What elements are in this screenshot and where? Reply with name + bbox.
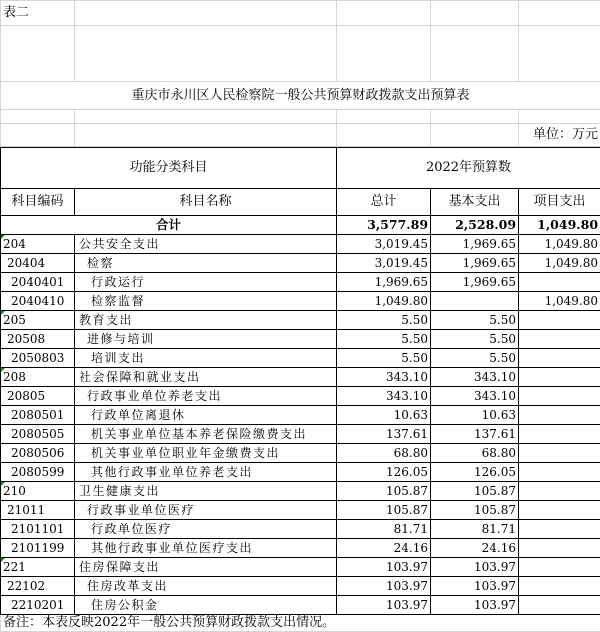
row-total: 3,019.45 bbox=[337, 235, 431, 254]
row-code: 22102 bbox=[1, 577, 75, 596]
row-total: 105.87 bbox=[337, 482, 431, 501]
row-total: 137.61 bbox=[337, 425, 431, 444]
row-project: 1,049.80 bbox=[519, 254, 600, 273]
row-basic: 81.71 bbox=[431, 520, 519, 539]
row-basic: 1,969.65 bbox=[431, 273, 519, 292]
row-code: 221 bbox=[1, 558, 75, 577]
row-code: 20404 bbox=[1, 254, 75, 273]
table-row bbox=[1, 463, 600, 482]
header-basic: 基本支出 bbox=[431, 189, 519, 216]
row-code: 208 bbox=[1, 368, 75, 387]
row-basic: 5.50 bbox=[431, 330, 519, 349]
row-project bbox=[519, 406, 600, 425]
row-total: 81.71 bbox=[337, 520, 431, 539]
row-code: 204 bbox=[1, 235, 75, 254]
row-total: 5.50 bbox=[337, 311, 431, 330]
row-total: 10.63 bbox=[337, 406, 431, 425]
row-code: 210 bbox=[1, 482, 75, 501]
row-project bbox=[519, 577, 600, 596]
row-total: 103.97 bbox=[337, 558, 431, 577]
total-project: 1,049.80 bbox=[519, 216, 600, 235]
budget-table bbox=[0, 147, 600, 615]
row-name: 社会保障和就业支出 bbox=[75, 368, 337, 387]
row-project bbox=[519, 387, 600, 406]
row-project bbox=[519, 539, 600, 558]
row-code: 2080505 bbox=[1, 425, 75, 444]
header-code: 科目编码 bbox=[1, 189, 75, 216]
row-basic: 10.63 bbox=[431, 406, 519, 425]
row-total: 343.10 bbox=[337, 387, 431, 406]
sheet-label: 表二 bbox=[1, 1, 75, 26]
row-code: 2101199 bbox=[1, 539, 75, 558]
page-title: 重庆市永川区人民检察院一般公共预算财政拨款支出预算表 bbox=[1, 82, 600, 110]
table-row bbox=[1, 596, 600, 615]
row-code: 2050803 bbox=[1, 349, 75, 368]
row-code: 205 bbox=[1, 311, 75, 330]
row-total: 103.97 bbox=[337, 596, 431, 615]
table-row bbox=[1, 349, 600, 368]
row-project bbox=[519, 273, 600, 292]
row-basic: 68.80 bbox=[431, 444, 519, 463]
table-row bbox=[1, 425, 600, 444]
row-basic: 103.97 bbox=[431, 577, 519, 596]
row-code: 2040410 bbox=[1, 292, 75, 311]
table-body bbox=[1, 235, 600, 615]
row-name: 行政事业单位医疗 bbox=[75, 501, 337, 520]
header-project: 项目支出 bbox=[519, 189, 600, 216]
total-value: 3,577.89 bbox=[337, 216, 431, 235]
table-row bbox=[1, 368, 600, 387]
row-name: 住房改革支出 bbox=[75, 577, 337, 596]
row-code: 20805 bbox=[1, 387, 75, 406]
row-name: 行政运行 bbox=[75, 273, 337, 292]
row-name: 检察监督 bbox=[75, 292, 337, 311]
row-project: 1,049.80 bbox=[519, 292, 600, 311]
row-basic: 137.61 bbox=[431, 425, 519, 444]
row-project bbox=[519, 444, 600, 463]
row-basic: 5.50 bbox=[431, 311, 519, 330]
row-project bbox=[519, 596, 600, 615]
row-name: 行政事业单位养老支出 bbox=[75, 387, 337, 406]
row-project bbox=[519, 520, 600, 539]
table-row bbox=[1, 406, 600, 425]
row-project bbox=[519, 482, 600, 501]
row-total: 3,019.45 bbox=[337, 254, 431, 273]
table-row bbox=[1, 577, 600, 596]
row-name: 培训支出 bbox=[75, 349, 337, 368]
row-basic bbox=[431, 292, 519, 311]
table-row bbox=[1, 558, 600, 577]
row-total: 5.50 bbox=[337, 349, 431, 368]
header-total: 总计 bbox=[337, 189, 431, 216]
row-name: 机关事业单位基本养老保险缴费支出 bbox=[75, 425, 337, 444]
row-total: 103.97 bbox=[337, 577, 431, 596]
table-row bbox=[1, 520, 600, 539]
row-code: 2080599 bbox=[1, 463, 75, 482]
row-name: 卫生健康支出 bbox=[75, 482, 337, 501]
table-row bbox=[1, 444, 600, 463]
row-project bbox=[519, 368, 600, 387]
total-row bbox=[1, 216, 600, 235]
row-basic: 343.10 bbox=[431, 387, 519, 406]
table-row bbox=[1, 387, 600, 406]
table-row bbox=[1, 539, 600, 558]
table-row bbox=[1, 501, 600, 520]
row-total: 1,049.80 bbox=[337, 292, 431, 311]
row-total: 1,969.65 bbox=[337, 273, 431, 292]
row-code: 2210201 bbox=[1, 596, 75, 615]
row-total: 105.87 bbox=[337, 501, 431, 520]
table-row bbox=[1, 311, 600, 330]
row-total: 126.05 bbox=[337, 463, 431, 482]
row-name: 其他行政事业单位养老支出 bbox=[75, 463, 337, 482]
unit-label: 单位：万元 bbox=[519, 124, 600, 147]
row-code: 20508 bbox=[1, 330, 75, 349]
header-name: 科目名称 bbox=[75, 189, 337, 216]
sheet-header-area bbox=[0, 0, 600, 147]
row-project bbox=[519, 558, 600, 577]
row-basic: 5.50 bbox=[431, 349, 519, 368]
row-basic: 24.16 bbox=[431, 539, 519, 558]
row-name: 住房保障支出 bbox=[75, 558, 337, 577]
row-total: 68.80 bbox=[337, 444, 431, 463]
row-project bbox=[519, 349, 600, 368]
row-name: 教育支出 bbox=[75, 311, 337, 330]
row-basic: 103.97 bbox=[431, 558, 519, 577]
row-basic: 105.87 bbox=[431, 482, 519, 501]
header-func-class: 功能分类科目 bbox=[1, 148, 337, 189]
total-label: 合计 bbox=[1, 216, 337, 235]
row-code: 2080501 bbox=[1, 406, 75, 425]
row-name: 行政单位医疗 bbox=[75, 520, 337, 539]
row-name: 公共安全支出 bbox=[75, 235, 337, 254]
table-row bbox=[1, 292, 600, 311]
row-total: 343.10 bbox=[337, 368, 431, 387]
row-project bbox=[519, 425, 600, 444]
row-project: 1,049.80 bbox=[519, 235, 600, 254]
row-name: 行政单位离退休 bbox=[75, 406, 337, 425]
header-budget-year: 2022年预算数 bbox=[337, 148, 600, 189]
row-total: 24.16 bbox=[337, 539, 431, 558]
row-basic: 343.10 bbox=[431, 368, 519, 387]
row-project bbox=[519, 330, 600, 349]
row-name: 住房公积金 bbox=[75, 596, 337, 615]
row-code: 2040401 bbox=[1, 273, 75, 292]
row-name: 检察 bbox=[75, 254, 337, 273]
row-basic: 103.97 bbox=[431, 596, 519, 615]
table-row bbox=[1, 482, 600, 501]
row-code: 2101101 bbox=[1, 520, 75, 539]
row-total: 5.50 bbox=[337, 330, 431, 349]
table-row bbox=[1, 235, 600, 254]
table-row bbox=[1, 254, 600, 273]
row-name: 机关事业单位职业年金缴费支出 bbox=[75, 444, 337, 463]
row-project bbox=[519, 311, 600, 330]
row-basic: 1,969.65 bbox=[431, 254, 519, 273]
row-name: 其他行政事业单位医疗支出 bbox=[75, 539, 337, 558]
row-basic: 126.05 bbox=[431, 463, 519, 482]
note-area bbox=[0, 615, 600, 632]
row-code: 2080506 bbox=[1, 444, 75, 463]
table-row bbox=[1, 273, 600, 292]
row-basic: 105.87 bbox=[431, 501, 519, 520]
row-project bbox=[519, 501, 600, 520]
total-basic: 2,528.09 bbox=[431, 216, 519, 235]
row-project bbox=[519, 463, 600, 482]
footnote: 备注：本表反映2022年一般公共预算财政拨款支出情况。 bbox=[1, 615, 600, 632]
row-code: 21011 bbox=[1, 501, 75, 520]
table-row bbox=[1, 330, 600, 349]
row-name: 进修与培训 bbox=[75, 330, 337, 349]
row-basic: 1,969.65 bbox=[431, 235, 519, 254]
